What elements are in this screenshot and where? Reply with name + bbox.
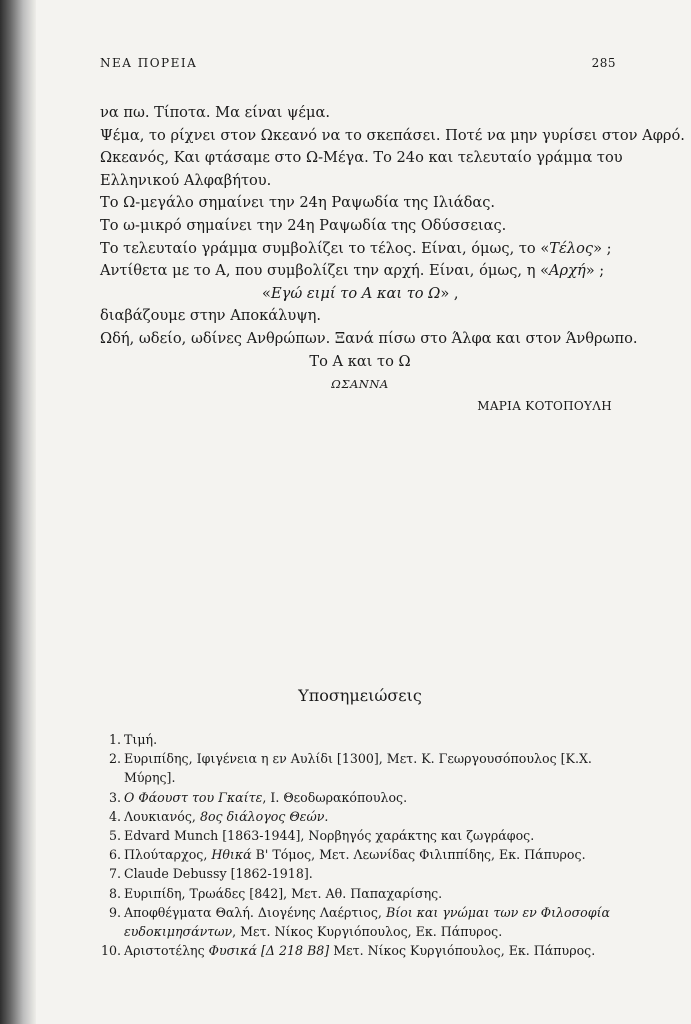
- text-line: Ωκεανός, Και φτάσαμε στο Ω-Μέγα. Το 24ο και τελευταίο γράμμα του: [100, 149, 623, 167]
- footnote-item: [100, 826, 620, 845]
- alpha-omega-line: Το Α και το Ω: [309, 352, 411, 370]
- text-line: Το ω-μικρό σημαίνει την 24η Ραψωδία της Οδύσσειας.: [100, 216, 507, 234]
- footnote-text: Τιμή.: [124, 732, 158, 747]
- text-span: Αντίθετα με το Α, που συμβολίζει την αρχή. Είναι, όμως, η «: [100, 262, 550, 280]
- footnote-text: [124, 845, 620, 864]
- text-span: Το τελευταίο γράμμα συμβολίζει το τέλος. Είναι, όμως, το «: [100, 239, 550, 257]
- text-line: Το Ω-μεγάλο σημαίνει την 24η Ραψωδία της Ιλιάδας.: [100, 194, 496, 212]
- footnote-span: Αριστοτέλης: [124, 943, 209, 959]
- footnote-span: , Μετ. Νίκος Κυργιόπουλος, Εκ. Πάπυρος.: [232, 924, 503, 940]
- footnote-number: 6.: [108, 847, 121, 863]
- footnote-italic: Ο Φάουστ του Γκαίτε: [124, 789, 263, 805]
- footnote-number: 1.: [108, 732, 121, 747]
- quote-line: [100, 283, 620, 306]
- footnote-span: Αποφθέγματα Θαλή. Διογένης Λαέρτιος,: [124, 904, 386, 920]
- text-line: [100, 260, 620, 283]
- footnote-item: [100, 903, 620, 941]
- footnote-number: 3.: [108, 789, 121, 805]
- book-spine-shadow: [0, 0, 36, 1024]
- footnote-item: [100, 884, 620, 903]
- footnote-italic: 8ος διάλογος Θεών.: [199, 808, 329, 824]
- footnote-item: [100, 845, 620, 864]
- footnotes-list: [100, 730, 620, 960]
- footnote-text: Ευριπίδης, Ιφιγένεια η εν Αυλίδι [1300], Μετ. Κ. Γεωργουσόπουλος [Κ.Χ. Μύρης].: [124, 751, 592, 786]
- footnote-item: [100, 730, 620, 749]
- text-line: να πω. Τίποτα. Μα είναι ψέμα.: [100, 104, 330, 121]
- footnote-item: [100, 788, 620, 807]
- text-line: διαβάζουμε στην Αποκάλυψη.: [100, 307, 322, 325]
- footnote-number: 5.: [108, 828, 121, 844]
- footnote-span: Λουκιανός,: [124, 808, 200, 824]
- text-span: » ;: [585, 262, 605, 280]
- footnote-span: , Ι. Θεοδωρακόπουλος.: [262, 789, 408, 805]
- footnote-span: Β' Τόμος, Μετ. Λεωνίδας Φιλιππίδης, Εκ. Πάπυρος.: [251, 847, 586, 863]
- emphasis-telos: Τέλος: [549, 239, 594, 257]
- footnote-italic: Φυσικά [Δ 218 Β8]: [208, 943, 330, 959]
- page-number: 285: [591, 56, 616, 70]
- emphasis-arhi: Αρχή: [549, 262, 586, 280]
- footnotes-heading: Υποσημειώσεις: [298, 686, 422, 705]
- main-text: [100, 102, 685, 418]
- footnote-text: [124, 807, 620, 826]
- text-line: Ψέμα, το ρίχνει στον Ωκεανό να το σκεπάσει. Ποτέ να μην γυρίσει στον Αφρό.: [100, 126, 685, 144]
- hosanna-line: ΩΣΑΝΝΑ: [331, 377, 389, 392]
- quote-apocalypse: Εγώ ειμί το Α και το Ω: [270, 284, 441, 302]
- footnote-item: [100, 864, 620, 883]
- text-line: Ελληνικού Αλφαβήτου.: [100, 171, 272, 189]
- footnote-number: 10.: [100, 943, 121, 959]
- text-span: » ,: [440, 284, 459, 302]
- running-header: [100, 56, 616, 70]
- footnote-item: [100, 941, 620, 960]
- footnote-number: 8.: [108, 885, 121, 901]
- footnote-number: 4.: [108, 808, 121, 824]
- footnote-italic: Βίοι και γνώμαι των εν Φιλοσοφία ευδοκιμησάντων: [124, 904, 611, 940]
- author-signature: ΜΑΡΙΑ ΚΟΤΟΠΟΥΛΗ: [477, 399, 612, 414]
- footnote-item: [100, 807, 620, 826]
- footnote-number: 9.: [108, 904, 121, 920]
- text-span: «: [262, 284, 271, 302]
- footnote-number: 2.: [108, 751, 121, 767]
- footnote-text: Edvard Munch [1863-1944], Νορβηγός χαράκτης και ζωγράφος.: [124, 828, 535, 844]
- text-span: » ;: [593, 239, 612, 257]
- text-line: Ωδή, ωδείο, ωδίνες Ανθρώπων. Ξανά πίσω στο Άλφα και στον Άνθρωπο.: [100, 329, 638, 347]
- footnote-text: [124, 788, 620, 807]
- footnote-number: 7.: [108, 866, 121, 882]
- running-title: ΝΕΑ ΠΟΡΕΙΑ: [100, 56, 198, 70]
- footnote-span: Μετ. Νίκος Κυργιόπουλος, Εκ. Πάπυρος.: [329, 943, 596, 959]
- footnote-item: [100, 749, 620, 787]
- footnote-span: Πλούταρχος,: [124, 847, 212, 863]
- footnote-text: Claude Debussy [1862-1918].: [124, 866, 313, 882]
- footnote-text: Ευριπίδη, Τρωάδες [842], Μετ. Αθ. Παπαχαρίσης.: [124, 885, 443, 901]
- footnote-text: [124, 941, 620, 960]
- footnote-text: [124, 903, 620, 941]
- footnote-italic: Ηθικά: [211, 847, 252, 863]
- text-line: [100, 238, 620, 261]
